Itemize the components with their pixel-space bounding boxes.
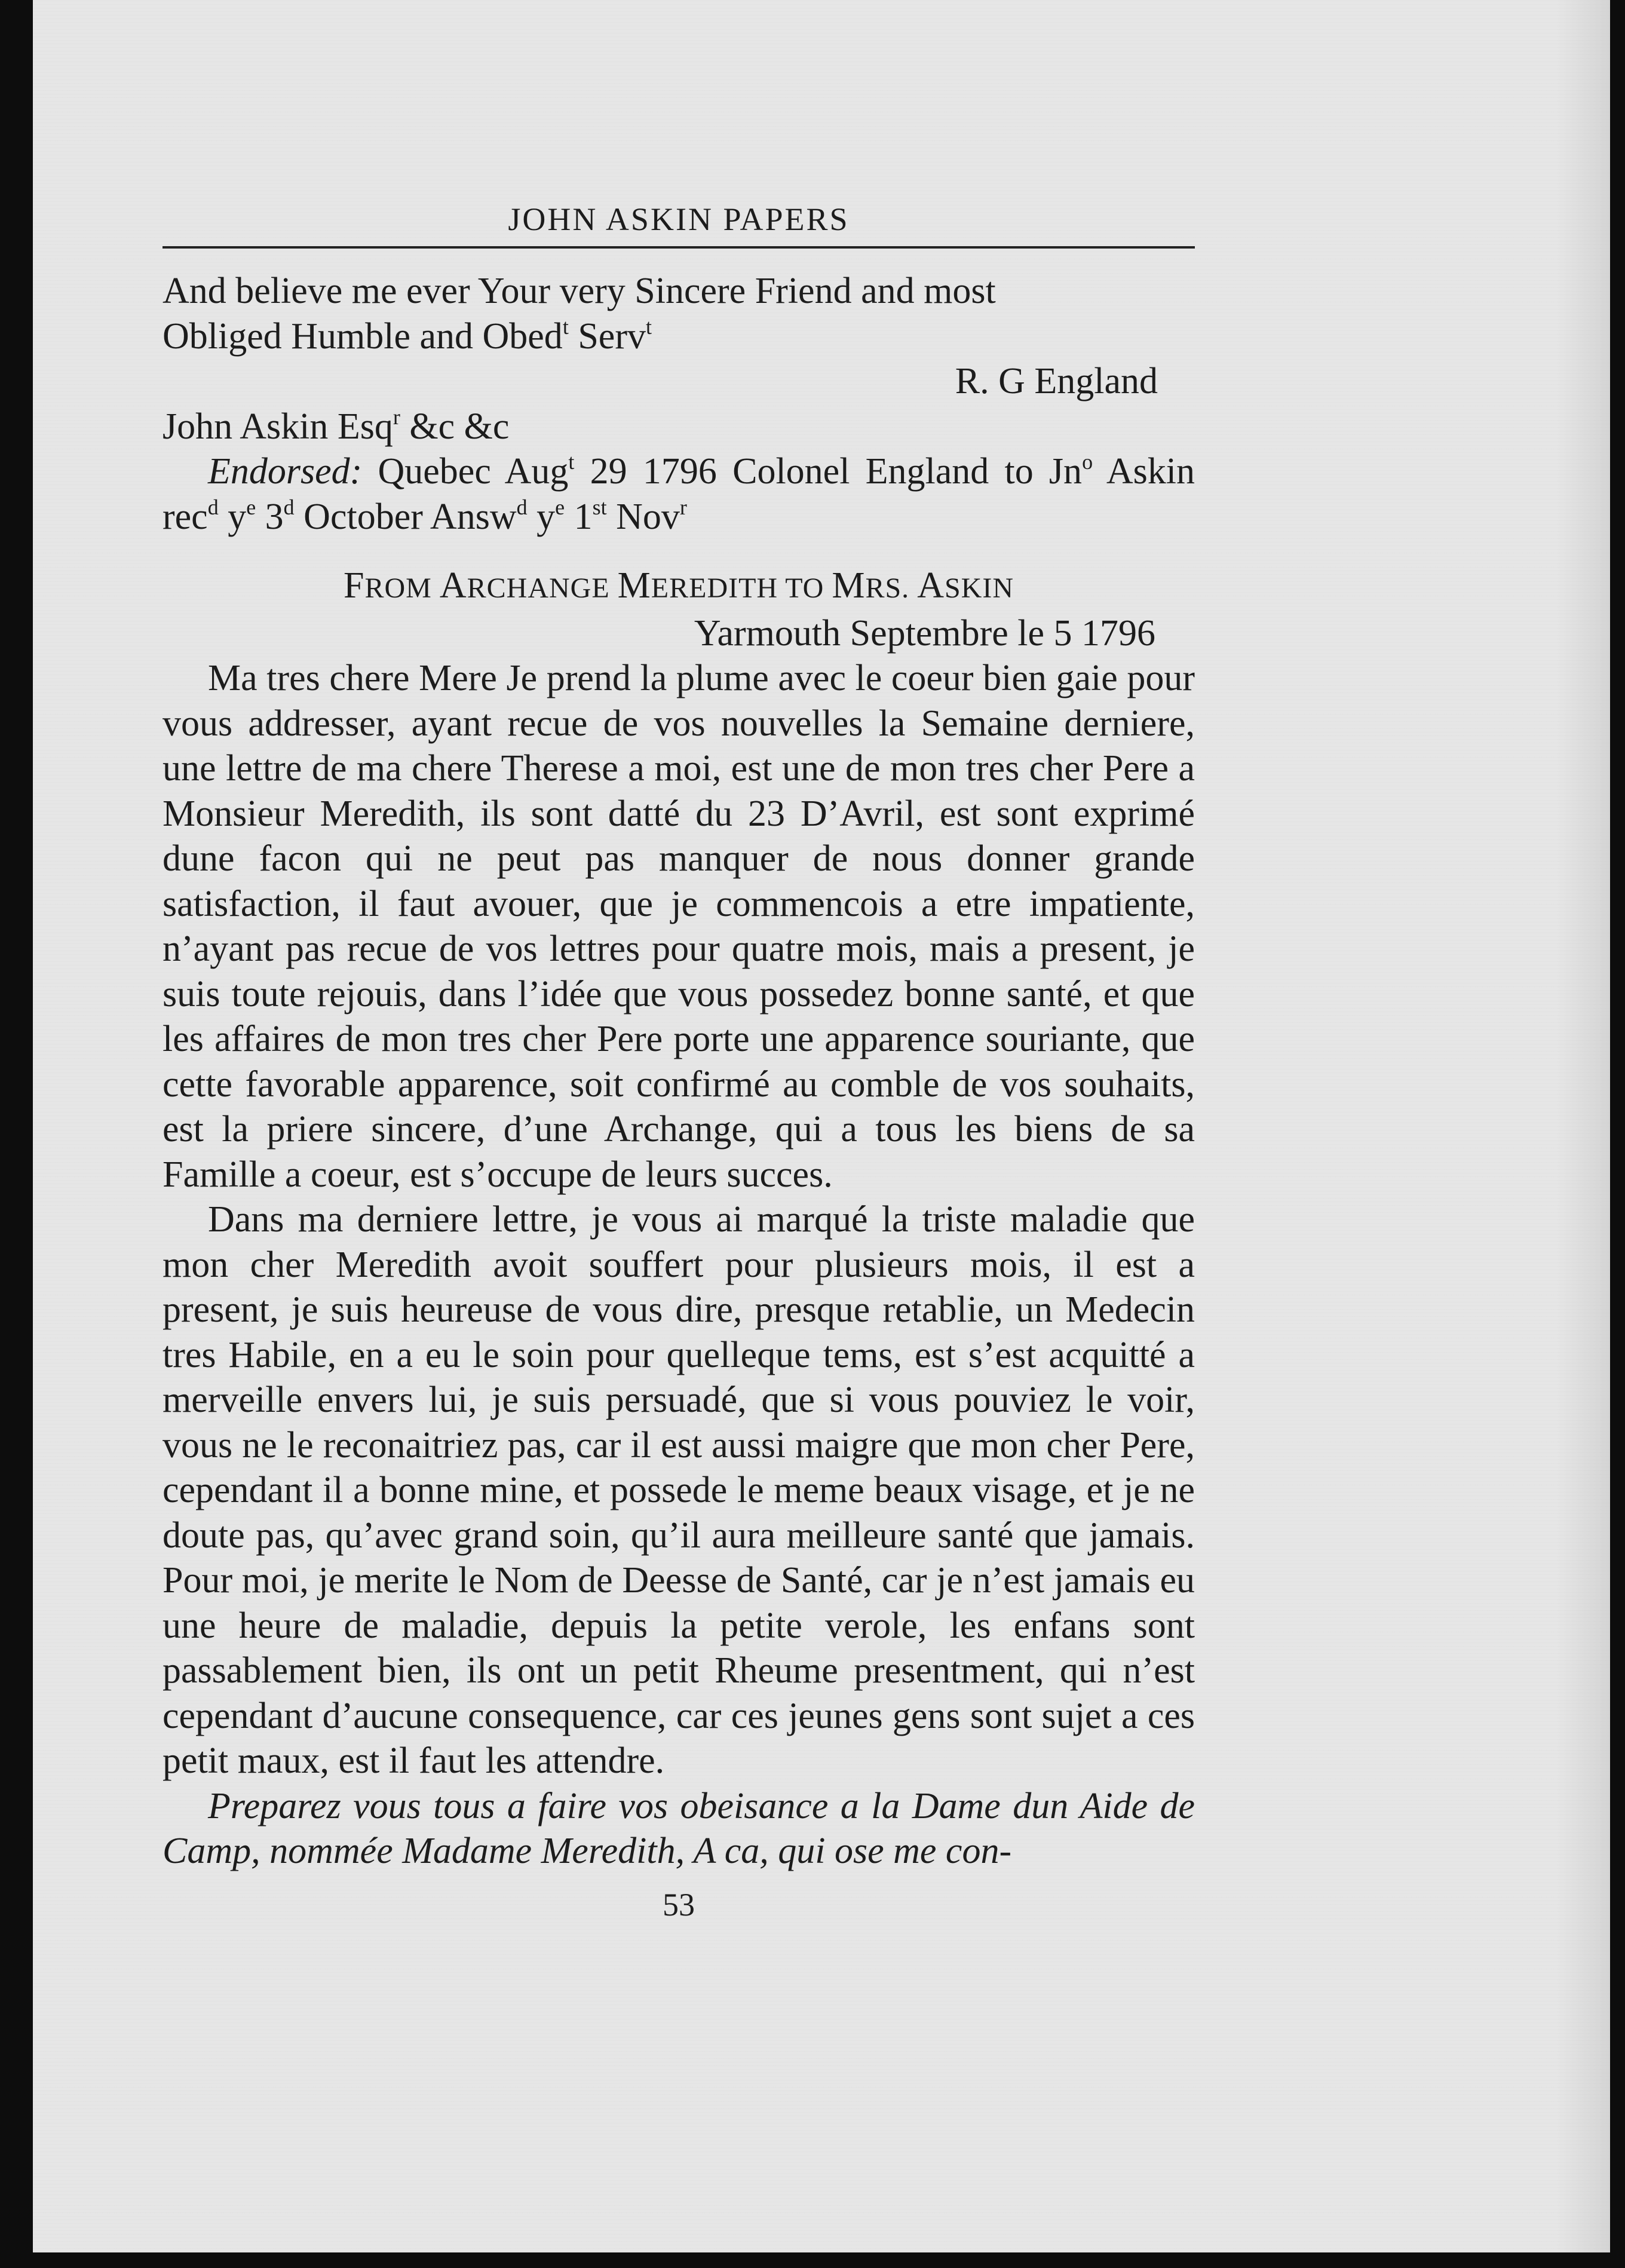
header-rule bbox=[162, 246, 1195, 249]
paragraph-2: Dans ma derniere lettre, je vous ai marqué la triste maladie que mon cher Meredith avoit souffert pour plusieurs mois, il est a present, je suis heureuse de vous dire, presque retablie, un Medecin tres Habile, en a eu le soin pour quelleque tems, est s’est acquitté a merveille envers lui, je suis persuadé, que si vous pouviez le voir, vous ne le reconaitriez pas, car il est aussi maigre que mon cher Pere, cependant il a bonne mine, et possede le meme beaux visage, et je ne doute pas, qu’avec grand soin, qu’il aura meilleure santé que jamais. Pour moi, je merite le Nom de Deesse de Santé, car je n’est jamais eu une heure de maladie, depuis la petite verole, les enfans sont passablement bien, ils ont un petit Rheume presentment, qui n’est cependant d’aucune consequence, car ces jeunes gens sont sujet a ces petit maux, est il faut les attendre. bbox=[162, 1199, 1195, 1781]
endorsed-label: Endorsed: bbox=[208, 451, 363, 492]
book-page bbox=[33, 0, 1610, 2252]
endorsement: Endorsed: Quebec Aug$^t$ 29 1796 Colonel England to Jn$^o$ Askin rec$^d$ $y^e$ 3$^d$ October Answ$^d$ $y^e$ 1st Nov$^r$ bbox=[162, 450, 1195, 537]
page-number: 53 bbox=[663, 1886, 695, 1923]
addressee-line: John Askin Esq$^r$ &c &c bbox=[162, 404, 510, 447]
dateline: Yarmouth Septembre le 5 1796 bbox=[694, 612, 1155, 654]
page-content bbox=[162, 203, 1195, 1923]
paragraph-1: Ma tres chere Mere Je prend la plume avec le coeur bien gaie pour vous addresser, ayant recue de vos nouvelles la Semaine derniere, une lettre de ma chere Therese a moi, est une de mon tres cher Pere a Monsieur Meredith, ils sont datté du 23 D’Avril, est sont exprimé dune facon qui ne peut pas manquer de nous donner grande satisfaction, il faut avouer, que je commencois a etre impatiente, n’ayant pas recue de vos lettres pour quatre mois, mais a present, je suis toute rejouis, dans l’idée que vous possedez bonne santé, et que les affaires de mon tres cher Pere porte une apparence souriante, que cette favorable apparence, soit confirmé au comble de vos souhaits, est la priere sincere, d’une Archange, qui a tous les biens de sa Famille a coeur, est s’occupe de leurs succes. bbox=[162, 658, 1195, 1195]
letter-title: FROM ARCHANGE MEREDITH TO MRS. ASKIN bbox=[344, 565, 1014, 606]
closing-line-1: And believe me ever Your very Sincere Friend and most bbox=[162, 271, 996, 311]
signature: R. G England bbox=[955, 361, 1158, 402]
paragraph-3: Preparez vous tous a faire vos obeisance a la Dame dun Aide de Camp, nommée Madame Meredith, A ca, qui ose me con- bbox=[162, 1785, 1195, 1871]
closing-line-2: Obliged Humble and Obed$^t$ Serv$^t$ bbox=[162, 314, 652, 357]
page-body bbox=[162, 269, 1195, 1874]
running-header: JOHN ASKIN PAPERS bbox=[508, 201, 850, 237]
